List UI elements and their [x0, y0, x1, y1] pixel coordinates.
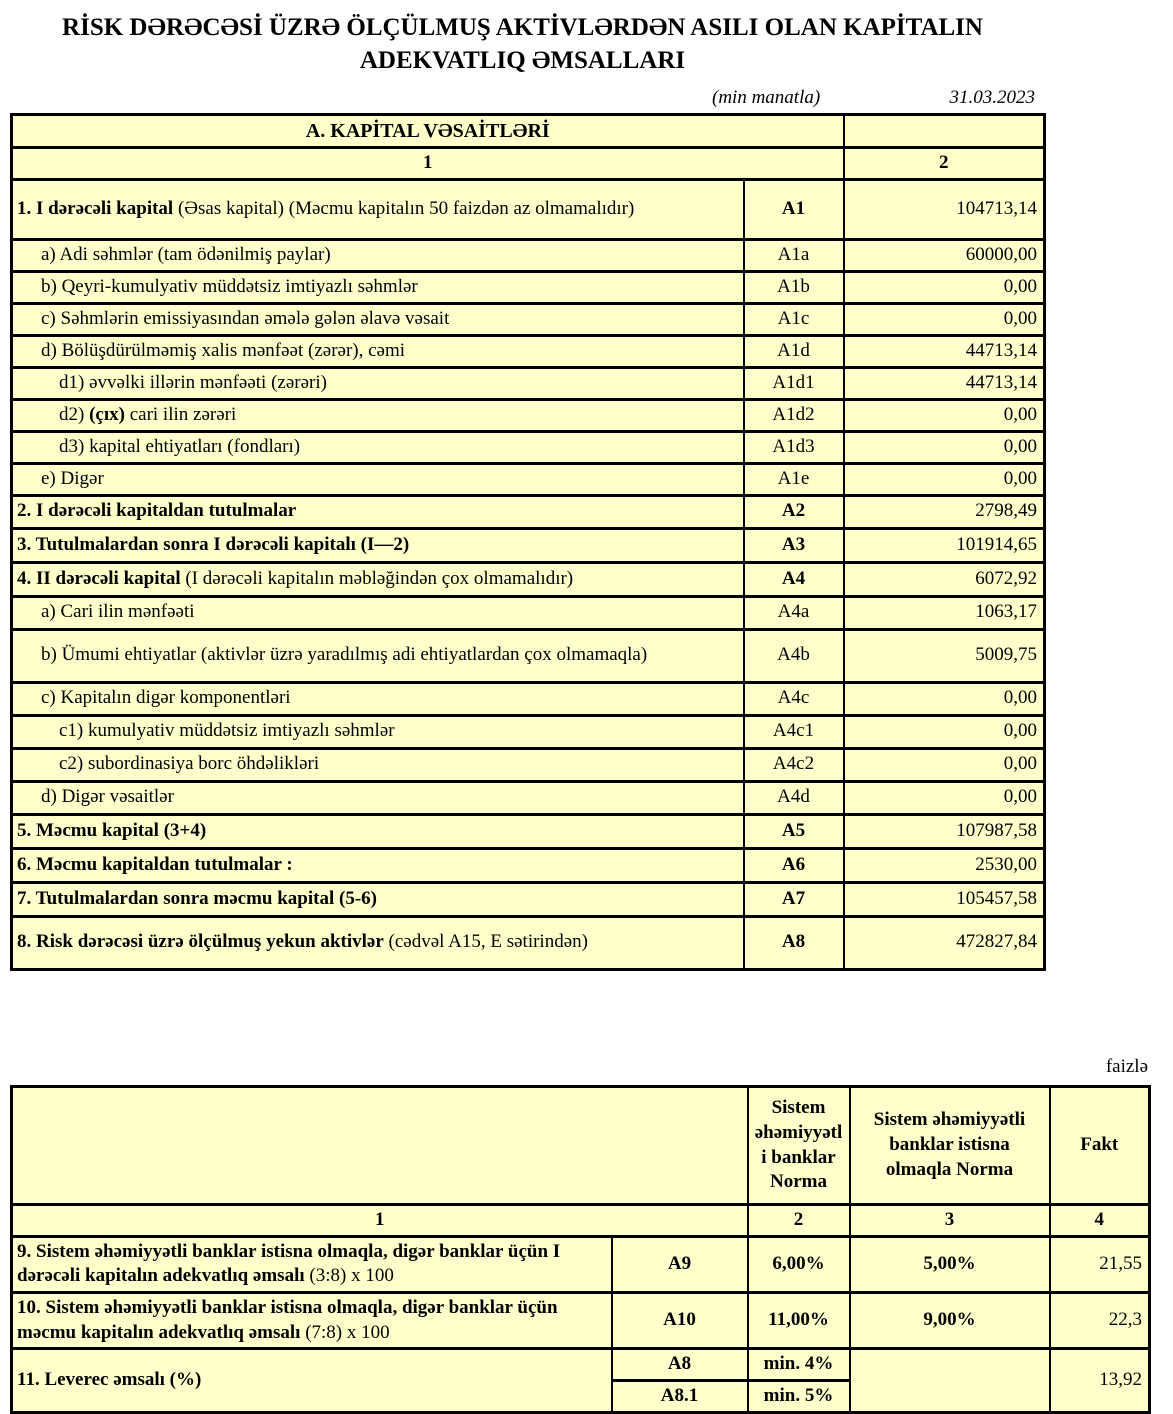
row-code: A1b — [744, 271, 844, 303]
table-row — [12, 239, 1045, 271]
row-label-bold: 4. II dərəcəli kapital — [17, 567, 181, 589]
row-label — [12, 239, 744, 271]
row-label-bold: 7. Tutulmalardan sonra məcmu kapital (5-6) — [17, 887, 377, 909]
row-value: 104713,14 — [844, 179, 1045, 239]
row-value: 0,00 — [844, 399, 1045, 431]
row-label-bold: 1. I dərəcəli kapital — [17, 197, 174, 219]
row-code: A4a — [744, 596, 844, 629]
row-value: 0,00 — [844, 303, 1045, 335]
col-number-1: 1 — [12, 148, 844, 180]
row-value: 0,00 — [844, 463, 1045, 495]
row-code: A8 — [612, 1349, 748, 1381]
row-label-pre: b) Ümumi ehtiyatlar (aktivlər üzrə yaradılmış adi ehtiyatlardan çox olmamaqla) — [41, 644, 648, 666]
table-row — [12, 399, 1045, 431]
row-label — [12, 463, 744, 495]
row-code: A4d — [744, 781, 844, 814]
row-value: 0,00 — [844, 431, 1045, 463]
row-label-bold: 2. I dərəcəli kapitaldan tutulmalar — [17, 500, 297, 522]
row-value: 107987,58 — [844, 814, 1045, 848]
row-label — [12, 367, 744, 399]
row-label — [12, 271, 744, 303]
row-value: 0,00 — [844, 781, 1045, 814]
other-norma-value: 9,00% — [850, 1293, 1050, 1349]
column-number-row — [12, 148, 1045, 180]
row-label-pre: a) Adi səhmlər (tam ödənilmiş paylar) — [41, 243, 331, 265]
row-label-bold: 5. Məcmu kapital (3+4) — [17, 819, 207, 841]
table-row — [12, 495, 1045, 528]
row-label — [12, 1236, 612, 1292]
row-label-rest: (I dərəcəli kapitalın məbləğindən çox olmamalıdır) — [180, 567, 574, 589]
row-value: 0,00 — [844, 271, 1045, 303]
table-row — [12, 562, 1045, 596]
fakt-value: 13,92 — [1050, 1349, 1150, 1412]
table-row — [12, 179, 1045, 239]
section-title-row — [12, 115, 1045, 148]
row-code: A5 — [744, 814, 844, 848]
min-norma-value: min. 5% — [748, 1381, 850, 1413]
row-code: A1a — [744, 239, 844, 271]
table-row — [12, 629, 1045, 682]
row-label-bold: (çıx) — [89, 403, 125, 425]
capital-table — [10, 113, 1046, 971]
table-row — [12, 1236, 1150, 1292]
row-label-bold: 8. Risk dərəcəsi üzrə ölçülmuş yekun aktivlər — [17, 931, 384, 953]
row-label — [12, 629, 744, 682]
fakt-value: 22,3 — [1050, 1293, 1150, 1349]
row-label-bold: 11. Leverec əmsalı (%) — [17, 1369, 202, 1391]
row-label-pre: c1) kumulyativ müddətsiz imtiyazlı səhmlər — [59, 720, 395, 742]
table-row — [12, 882, 1045, 916]
row-label — [12, 781, 744, 814]
row-label — [12, 179, 744, 239]
row-label — [12, 1293, 612, 1349]
row-label-rest: (3:8) x 100 — [309, 1265, 394, 1287]
table-row — [12, 916, 1045, 969]
row-value: 0,00 — [844, 715, 1045, 748]
row-label — [12, 495, 744, 528]
empty-cell — [850, 1349, 1050, 1412]
row-value: 105457,58 — [844, 882, 1045, 916]
table-row — [12, 463, 1045, 495]
row-value: 44713,14 — [844, 335, 1045, 367]
percent-note: faizlə — [1105, 1056, 1148, 1077]
row-label — [12, 335, 744, 367]
row-label-rest: (7:8) x 100 — [305, 1321, 390, 1343]
col-number-1: 1 — [12, 1205, 748, 1237]
row-code: A2 — [744, 495, 844, 528]
row-label — [12, 303, 744, 335]
row-code: A8.1 — [612, 1381, 748, 1413]
row-value: 2530,00 — [844, 848, 1045, 882]
fakt-value: 21,55 — [1050, 1236, 1150, 1292]
row-code: A4c — [744, 682, 844, 715]
sys-norma-value: 6,00% — [748, 1236, 850, 1292]
row-code: A1e — [744, 463, 844, 495]
row-code: A10 — [612, 1293, 748, 1349]
row-value: 0,00 — [844, 748, 1045, 781]
row-label — [12, 916, 744, 969]
row-label — [12, 748, 744, 781]
row-label-rest: cari ilin zərəri — [124, 403, 237, 425]
row-label — [12, 882, 744, 916]
table-row — [12, 748, 1045, 781]
row-code: A3 — [744, 528, 844, 562]
row-code: A4 — [744, 562, 844, 596]
row-value: 0,00 — [844, 682, 1045, 715]
document-title-line1: RİSK DƏRƏCƏSİ ÜZRƏ ÖLÇÜLMUŞ AKTİVLƏRDƏN ASILI OLAN KAPİTALIN — [62, 14, 983, 41]
table-row — [12, 367, 1045, 399]
row-code: A1d1 — [744, 367, 844, 399]
table-row — [12, 1293, 1150, 1349]
row-label-pre: d) Digər vəsaitlər — [41, 786, 174, 808]
row-value: 5009,75 — [844, 629, 1045, 682]
table-row — [12, 682, 1045, 715]
empty-cell — [844, 115, 1045, 148]
row-value: 6072,92 — [844, 562, 1045, 596]
section-title-cell: A. KAPİTAL VƏSAİTLƏRİ — [12, 115, 844, 148]
row-value: 44713,14 — [844, 367, 1045, 399]
row-label-bold: 10. Sistem əhəmiyyətli banklar istisna olmaqla, digər banklar üçün məcmu kapitalın adekvatlıq əmsalı — [17, 1297, 558, 1343]
row-label-pre: c2) subordinasiya borc öhdəlikləri — [59, 753, 320, 775]
table-row — [12, 1349, 1150, 1381]
row-label-pre: d) Bölüşdürülməmiş xalis mənfəət (zərər), cəmi — [41, 339, 406, 361]
col-number-2: 2 — [844, 148, 1045, 180]
row-label — [12, 715, 744, 748]
row-label-bold: 6. Məcmu kapitaldan tutulmalar : — [17, 853, 293, 875]
row-label — [12, 596, 744, 629]
row-label-pre: e) Digər — [41, 467, 104, 489]
row-value: 472827,84 — [844, 916, 1045, 969]
row-code: A1c — [744, 303, 844, 335]
col-number-2: 2 — [748, 1205, 850, 1237]
other-norma-value: 5,00% — [850, 1236, 1050, 1292]
row-label — [12, 814, 744, 848]
row-label-pre: b) Qeyri-kumulyativ müddətsiz imtiyazlı səhmlər — [41, 275, 418, 297]
row-label — [12, 848, 744, 882]
row-code: A4b — [744, 629, 844, 682]
row-label-pre: d2) — [59, 403, 90, 425]
row-label-pre: a) Cari ilin mənfəəti — [41, 601, 195, 623]
table-row — [12, 715, 1045, 748]
sys-norma-value: 11,00% — [748, 1293, 850, 1349]
row-code: A1d2 — [744, 399, 844, 431]
report-date: 31.03.2023 — [949, 87, 1035, 108]
row-label-rest: (cədvəl A15, E sətirindən) — [383, 931, 588, 953]
row-code: A9 — [612, 1236, 748, 1292]
row-label-pre: d1) əvvəlki illərin mənfəəti (zərəri) — [59, 371, 327, 393]
min-norma-value: min. 4% — [748, 1349, 850, 1381]
header-other-norma: Sistem əhəmiyyətli banklar istisna olmaqla Norma — [850, 1087, 1050, 1205]
table-row — [12, 814, 1045, 848]
table-row — [12, 848, 1045, 882]
row-code: A1d — [744, 335, 844, 367]
table-row — [12, 431, 1045, 463]
row-code: A8 — [744, 916, 844, 969]
row-label-rest: (Əsas kapital) (Məcmu kapitalın 50 faizdən az olmamalıdır) — [173, 197, 635, 219]
col-number-3: 3 — [850, 1205, 1050, 1237]
row-label-pre: d3) kapital ehtiyatları (fondları) — [59, 435, 301, 457]
row-label — [12, 399, 744, 431]
row-label-bold: 9. Sistem əhəmiyyətli banklar istisna olmaqla, digər banklar üçün I dərəcəli kapitalın adekvatlıq əmsalı — [17, 1240, 561, 1287]
header-empty-cell — [12, 1087, 748, 1205]
table-row — [12, 528, 1045, 562]
header-sys-norma: Sistem əhəmiyyətli banklar Norma — [748, 1087, 850, 1205]
ratio-table — [10, 1085, 1151, 1414]
row-label-pre: c) Kapitalın digər komponentləri — [41, 687, 291, 709]
table-row — [12, 335, 1045, 367]
unit-note: (min manatla) — [712, 87, 821, 108]
row-label-pre: c) Səhmlərin emissiyasından əmələ gələn əlavə vəsait — [41, 307, 450, 329]
row-code: A4c2 — [744, 748, 844, 781]
table-row — [12, 271, 1045, 303]
row-label — [12, 1349, 612, 1412]
row-value: 1063,17 — [844, 596, 1045, 629]
row-code: A4c1 — [744, 715, 844, 748]
row-label — [12, 431, 744, 463]
row-label-bold: 3. Tutulmalardan sonra I dərəcəli kapitalı (I—2) — [17, 533, 410, 555]
row-code: A1d3 — [744, 431, 844, 463]
row-value: 101914,65 — [844, 528, 1045, 562]
row-label — [12, 682, 744, 715]
row-code: A7 — [744, 882, 844, 916]
table-row — [12, 303, 1045, 335]
row-code: A1 — [744, 179, 844, 239]
document-title-line2: ADEKVATLIQ ƏMSALLARI — [359, 46, 686, 74]
header-fakt: Fakt — [1050, 1087, 1150, 1205]
row-label — [12, 528, 744, 562]
column-number-row — [12, 1205, 1150, 1237]
table-row — [12, 781, 1045, 814]
row-value: 60000,00 — [844, 239, 1045, 271]
table-row — [12, 596, 1045, 629]
row-value: 2798,49 — [844, 495, 1045, 528]
col-number-4: 4 — [1050, 1205, 1150, 1237]
ratio-header-row — [12, 1087, 1150, 1205]
document-title — [0, 12, 1045, 77]
row-label — [12, 562, 744, 596]
row-code: A6 — [744, 848, 844, 882]
